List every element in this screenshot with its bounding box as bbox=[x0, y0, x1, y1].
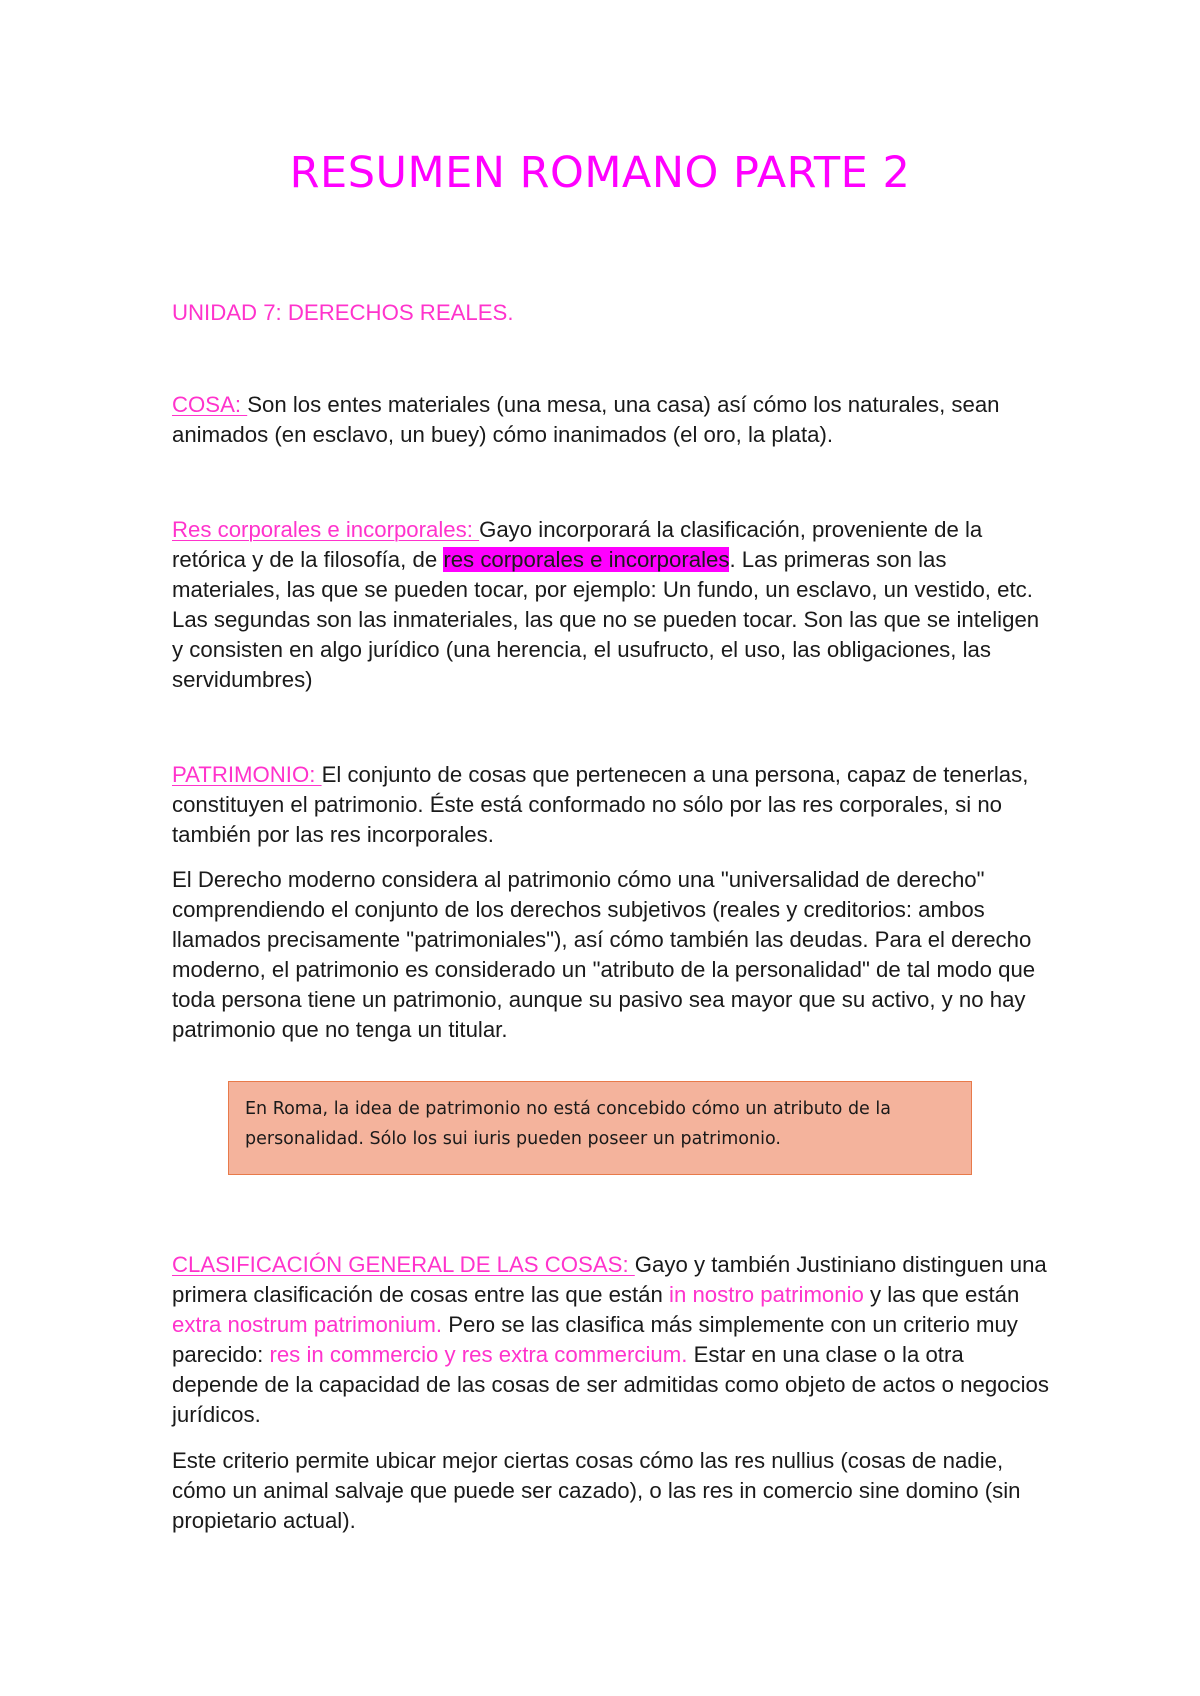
clasificacion-p1: in nostro patrimonio bbox=[669, 1282, 864, 1307]
paragraph-clasificacion bbox=[172, 1250, 1052, 1430]
patrimonio-text: El conjunto de cosas que pertenecen a una persona, capaz de tenerlas, constituyen el patrimonio. Éste está conformado no sólo por las res corporales, si no también por las res incorporales. bbox=[172, 762, 1029, 847]
callout-box: En Roma, la idea de patrimonio no está concebido cómo un atributo de la personalidad. Sólo los sui iuris pueden poseer un patrimonio. bbox=[228, 1081, 972, 1175]
unit-heading: UNIDAD 7: DERECHOS REALES. bbox=[172, 300, 514, 325]
res-text-after: . Las primeras son las materiales, las que se pueden tocar, por ejemplo: Un fundo, un esclavo, un vestido, etc. Las segundas son las inmateriales, las que no se pueden tocar. Son las que se inteligen y consisten en algo jurídico (una herencia, el usufructo, el uso, las obligaciones, las servidumbres) bbox=[172, 547, 1040, 692]
paragraph-res bbox=[172, 515, 1052, 695]
res-text-before: Gayo incorporará la clasificación, proveniente de la retórica y de la filosofía, de bbox=[172, 517, 983, 572]
clasificacion-t2: y las que están bbox=[863, 1282, 1020, 1307]
clasificacion-t1: Gayo y también Justiniano distinguen una primera clasificación de cosas entre las que están bbox=[172, 1252, 1047, 1307]
paragraph-cosa bbox=[172, 390, 1052, 450]
term-res: Res corporales e incorporales: bbox=[172, 517, 480, 542]
term-clasificacion: CLASIFICACIÓN GENERAL DE LAS COSAS: bbox=[172, 1252, 635, 1277]
paragraph-criterio: Este criterio permite ubicar mejor ciertas cosas cómo las res nullius (cosas de nadie, cómo un animal salvaje que puede ser cazado), o las res in comercio sine domino (sin propietario actual). bbox=[172, 1448, 1021, 1533]
cosa-text: Son los entes materiales (una mesa, una casa) así cómo los naturales, sean animados (en esclavo, un buey) cómo inanimados (el oro, la plata). bbox=[172, 392, 1000, 447]
clasificacion-t4: Estar en una clase o la otra depende de la capacidad de las cosas de ser admitidas como objeto de actos o negocios jurídicos. bbox=[172, 1342, 1049, 1427]
document-title: RESUMEN ROMANO PARTE 2 bbox=[289, 148, 911, 198]
clasificacion-p3: res in commercio y res extra commercium. bbox=[269, 1342, 688, 1367]
paragraph-derecho-moderno: El Derecho moderno considera al patrimonio cómo una "universalidad de derecho" comprendiendo el conjunto de los derechos subjetivos (reales y creditorios: ambos llamados precisamente "patrimoniales"), así cómo también las deudas. Para el derecho moderno, el patrimonio es considerado un "atributo de la personalidad" de tal modo que toda persona tiene un patrimonio, aunque su pasivo sea mayor que su activo, y no hay patrimonio que no tenga un titular. bbox=[172, 867, 1036, 1042]
term-patrimonio: PATRIMONIO: bbox=[172, 762, 322, 787]
term-cosa: COSA: bbox=[172, 392, 248, 417]
clasificacion-p2: extra nostrum patrimonium. bbox=[172, 1312, 443, 1337]
highlighted-text: res corporales e incorporales bbox=[443, 547, 730, 572]
clasificacion-t3: Pero se las clasifica más simplemente con un criterio muy parecido: bbox=[172, 1312, 1018, 1367]
paragraph-patrimonio bbox=[172, 760, 1052, 850]
